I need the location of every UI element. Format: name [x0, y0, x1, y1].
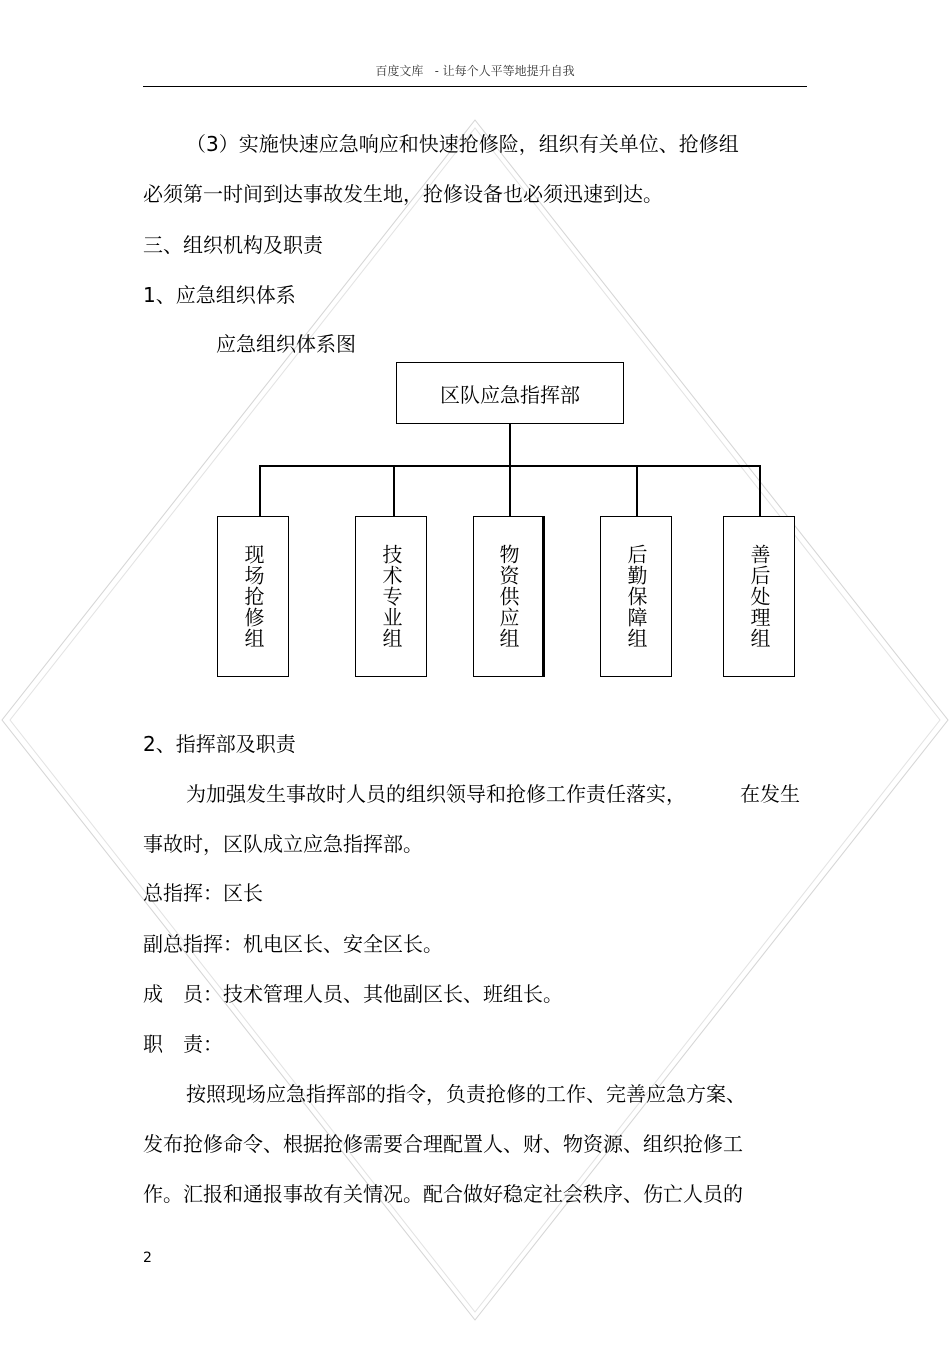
org-group-box [217, 516, 289, 677]
header-tagline: - 让每个人平等地提升自我 [434, 64, 575, 78]
header-title: 百度文库 [375, 64, 424, 78]
intro-text-a: 为加强发生事故时人员的组织领导和抢修工作责任落实， [186, 782, 686, 806]
intro-text-b: 在发生 [740, 782, 800, 806]
org-group-box [473, 516, 545, 677]
org-group-box [355, 516, 427, 677]
duty-text-2: 发布抢修命令、根据抢修需要合理配置人、财、物资源、组织抢修工 [143, 1132, 743, 1156]
org-connector-main [509, 424, 511, 466]
section-heading-3: 三、组织机构及职责 [143, 233, 323, 257]
duty-label: 职 责： [143, 1032, 223, 1056]
duty-text-1: 按照现场应急指挥部的指令，负责抢修的工作、完善应急方案、 [186, 1082, 746, 1106]
members-line: 成 员：技术管理人员、其他副区长、班组长。 [143, 982, 563, 1006]
page-header [0, 62, 950, 79]
org-connector-branch [259, 465, 261, 516]
org-group-box [723, 516, 795, 677]
org-group-label: 技术专业组 [379, 544, 403, 649]
subsection-heading-1: 1、应急组织体系 [143, 283, 296, 307]
page-number: 2 [143, 1250, 152, 1266]
org-group-label: 物资供应组 [496, 544, 520, 649]
org-connector-branch [759, 465, 761, 516]
header-rule [143, 86, 807, 87]
paragraph-3: （3）实施快速应急响应和快速抢修险，组织有关单位、抢修组 [186, 132, 739, 156]
deputy-commander: 副总指挥：机电区长、安全区长。 [143, 932, 443, 956]
org-group-label: 善后处理组 [747, 544, 771, 649]
org-chart-title: 应急组织体系图 [216, 332, 356, 356]
org-top-label: 区队应急指挥部 [440, 382, 580, 407]
org-group-label: 现场抢修组 [241, 544, 265, 649]
duty-text-3: 作。汇报和通报事故有关情况。配合做好稳定社会秩序、伤亡人员的 [143, 1182, 743, 1206]
chief-commander: 总指挥：区长 [143, 881, 263, 905]
org-connector-branch [393, 465, 395, 516]
intro-text-c: 事故时，区队成立应急指挥部。 [143, 832, 423, 856]
paragraph-3-cont: 必须第一时间到达事故发生地，抢修设备也必须迅速到达。 [143, 182, 663, 206]
org-group-label: 后勤保障组 [624, 544, 648, 649]
org-top-box [396, 362, 624, 424]
org-connector-branch [636, 465, 638, 516]
org-group-box [600, 516, 672, 677]
org-connector-branch [509, 465, 511, 516]
subsection-heading-2: 2、指挥部及职责 [143, 732, 296, 756]
